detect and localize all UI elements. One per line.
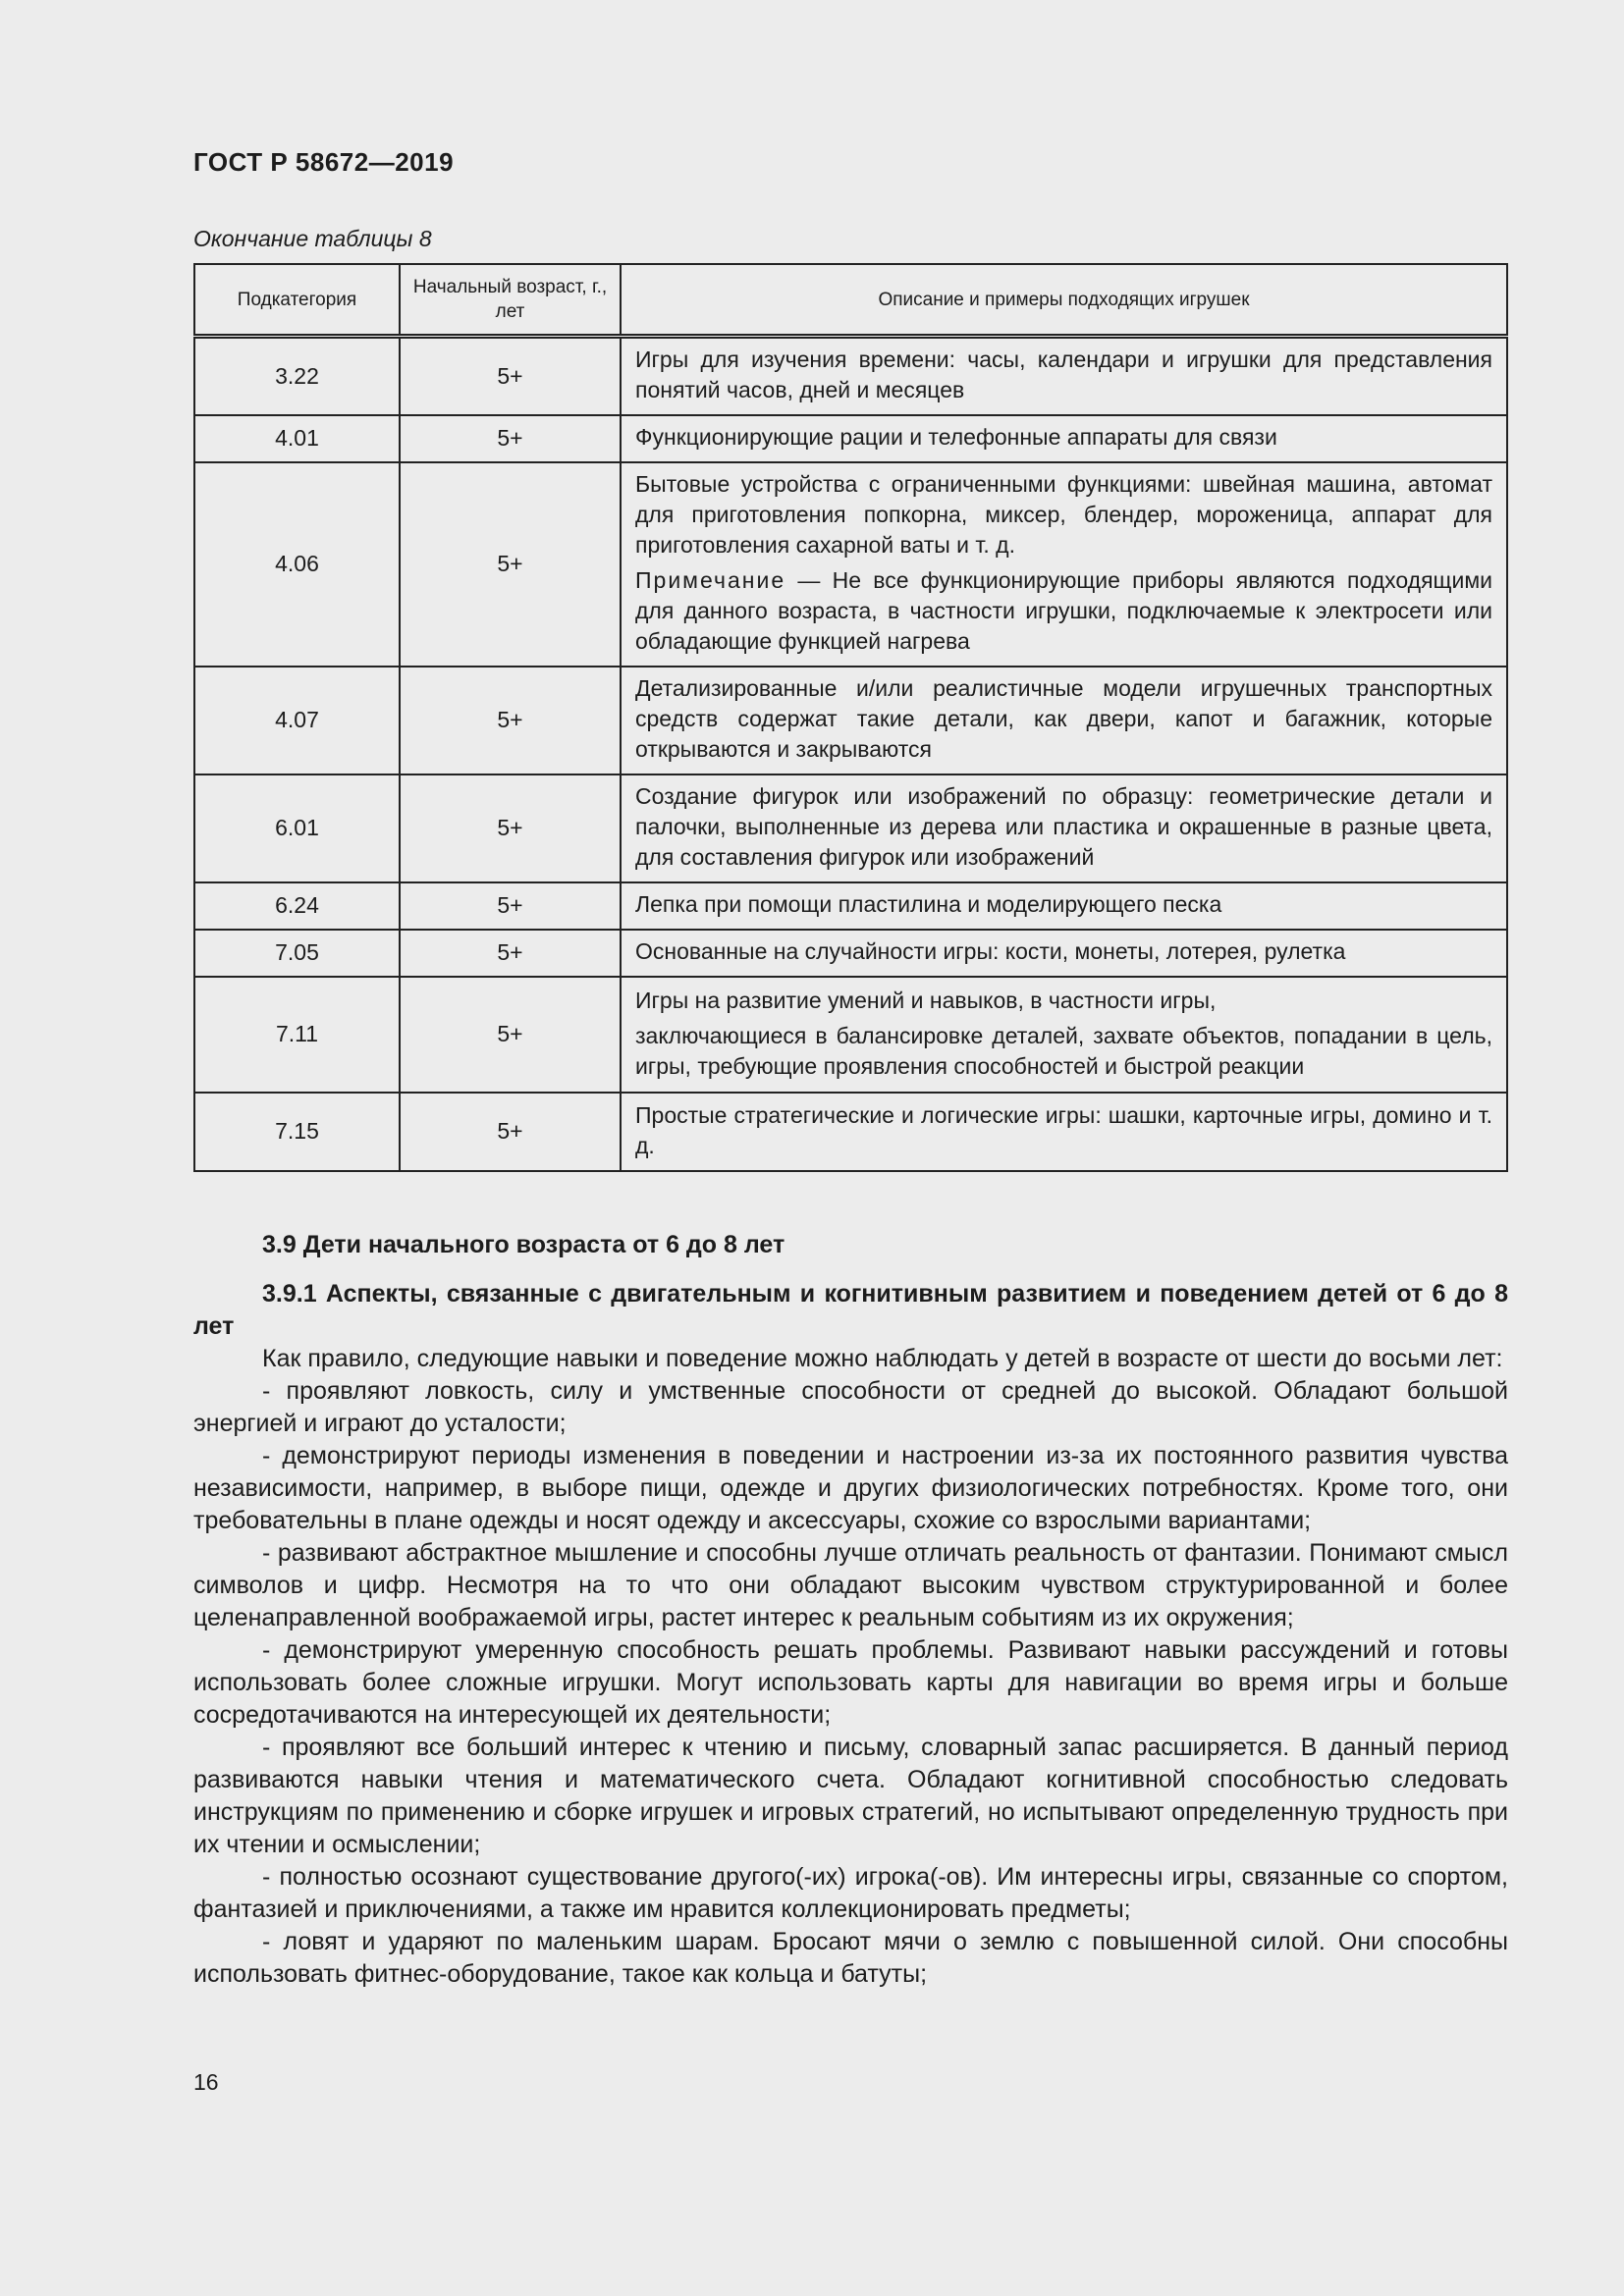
description-paragraph: Лепка при помощи пластилина и моделирующего песка — [635, 891, 1222, 917]
table-row — [194, 667, 1507, 774]
cell-age: 5+ — [400, 667, 621, 774]
intro-paragraph: Как правило, следующие навыки и поведение можно наблюдать у детей в возрасте от шести до восьми лет: — [262, 1345, 1503, 1372]
page-number: 16 — [193, 2069, 219, 2095]
cell-subcategory: 4.01 — [194, 415, 400, 462]
cell-subcategory: 6.01 — [194, 774, 400, 882]
section-body — [193, 1343, 1508, 1991]
table-row — [194, 337, 1507, 415]
cell-description — [621, 930, 1507, 977]
list-item: - развивают абстрактное мышление и способны лучше отличать реальность от фантазии. Понимают смысл символов и цифр. Несмотря на то что они обладают высоким чувством структурированной и более целенаправленной воображаемой игры, растет интерес к реальным событиям из их окружения; — [193, 1539, 1508, 1631]
table-caption: Окончание таблицы 8 — [193, 226, 432, 251]
table-row — [194, 930, 1507, 977]
list-item: - полностью осознают существование другого(-их) игрока(-ов). Им интересны игры, связанные со спортом, фантазией и приключениями, а также им нравится коллекционировать предметы; — [193, 1863, 1508, 1923]
cell-age: 5+ — [400, 774, 621, 882]
cell-description — [621, 667, 1507, 774]
cell-description — [621, 774, 1507, 882]
table-row — [194, 462, 1507, 667]
table-row — [194, 774, 1507, 882]
note-paragraph — [635, 565, 1492, 657]
table-header-row — [194, 264, 1507, 337]
list-item: - проявляют все больший интерес к чтению и письму, словарный запас расширяется. В данный период развиваются навыки чтения и математического счета. Обладают когнитивной способностью следовать инструкциям по применению и сборке игрушек и игровых стратегий, но испытывают определенную трудность при их чтении и осмыслении; — [193, 1734, 1508, 1858]
description-paragraph: Бытовые устройства с ограниченными функциями: швейная машина, автомат для приготовления попкорна, миксер, блендер, мороженица, аппарат для приготовления сахарной ваты и т. д. — [635, 471, 1492, 558]
behaviour-list — [193, 1375, 1508, 1991]
header-subcategory: Подкатегория — [194, 264, 400, 337]
section-heading: 3.9 Дети начального возраста от 6 до 8 лет — [262, 1231, 785, 1258]
cell-subcategory: 7.15 — [194, 1093, 400, 1171]
cell-age: 5+ — [400, 977, 621, 1093]
description-paragraph: Создание фигурок или изображений по образцу: геометрические детали и палочки, выполненные из дерева или пластика и окрашенные в разные цвета, для составления фигурок или изображений — [635, 783, 1492, 870]
cell-subcategory: 6.24 — [194, 882, 400, 930]
cell-age: 5+ — [400, 882, 621, 930]
table-body — [194, 337, 1507, 1171]
cell-description — [621, 337, 1507, 415]
description-paragraph: заключающиеся в балансировке деталей, захвате объектов, попадании в цель, игры, требующие проявления способностей и быстрой реакции — [635, 1022, 1492, 1079]
list-item: - демонстрируют умеренную способность решать проблемы. Развивают навыки рассуждений и готовы использовать более сложные игрушки. Могут использовать карты для навигации во время игры и больше сосредотачиваются на интересующей их деятельности; — [193, 1636, 1508, 1729]
table-row — [194, 882, 1507, 930]
cell-subcategory: 4.06 — [194, 462, 400, 667]
cell-age: 5+ — [400, 462, 621, 667]
header-description: Описание и примеры подходящих игрушек — [621, 264, 1507, 337]
description-paragraph: Простые стратегические и логические игры: шашки, карточные игры, домино и т. д. — [635, 1101, 1492, 1158]
description-paragraph: Игры на развитие умений и навыков, в частности игры, — [635, 987, 1217, 1013]
description-paragraph: Функционирующие рации и телефонные аппараты для связи — [635, 424, 1277, 450]
note-label: Примечание — [635, 567, 786, 593]
cell-description — [621, 1093, 1507, 1171]
cell-age: 5+ — [400, 930, 621, 977]
cell-description — [621, 462, 1507, 667]
table-row — [194, 1093, 1507, 1171]
cell-description — [621, 415, 1507, 462]
document-header: ГОСТ Р 58672—2019 — [193, 147, 455, 177]
list-item: - проявляют ловкость, силу и умственные способности от средней до высокой. Обладают большой энергией и играют до усталости; — [193, 1377, 1508, 1437]
cell-subcategory: 3.22 — [194, 337, 400, 415]
cell-subcategory: 4.07 — [194, 667, 400, 774]
cell-age: 5+ — [400, 415, 621, 462]
cell-age: 5+ — [400, 337, 621, 415]
subsection-heading: 3.9.1 Аспекты, связанные с двигательным и когнитивным развитием и поведением детей от 6 до 8 лет — [193, 1280, 1508, 1340]
description-paragraph: Детализированные и/или реалистичные модели игрушечных транспортных средств содержат такие детали, как двери, капот и багажник, которые открываются и закрываются — [635, 675, 1492, 762]
description-paragraph: Игры для изучения времени: часы, календари и игрушки для представления понятий часов, дней и месяцев — [635, 347, 1492, 403]
table-8 — [193, 263, 1508, 1172]
list-item: - ловят и ударяют по маленьким шарам. Бросают мячи о землю с повышенной силой. Они способны использовать фитнес-оборудование, такое как кольца и батуты; — [193, 1928, 1508, 1988]
cell-description — [621, 977, 1507, 1093]
cell-subcategory: 7.05 — [194, 930, 400, 977]
cell-age: 5+ — [400, 1093, 621, 1171]
description-paragraph: Основанные на случайности игры: кости, монеты, лотерея, рулетка — [635, 938, 1346, 964]
note-text: — Не все функционирующие приборы являются подходящими для данного возраста, в частности игрушки, подключаемые к электросети или обладающие функцией нагрева — [635, 567, 1492, 654]
table-row — [194, 415, 1507, 462]
header-age: Начальный возраст, г., лет — [400, 264, 621, 337]
cell-subcategory: 7.11 — [194, 977, 400, 1093]
list-item: - демонстрируют периоды изменения в поведении и настроении из-за их постоянного развития чувства независимости, например, в выборе пищи, одежде и других физиологических потребностях. Кроме того, они требовательны в плане одежды и носят одежду и аксессуары, схожие со взрослыми вариантами; — [193, 1442, 1508, 1534]
cell-description — [621, 882, 1507, 930]
table-row — [194, 977, 1507, 1093]
